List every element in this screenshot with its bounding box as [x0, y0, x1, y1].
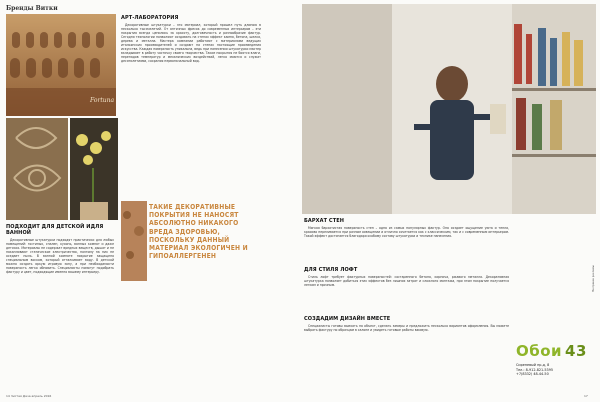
- loft-body-text: Стиль лофт требует фактурных поверхностей: состаренного бетона, кирпича, ржавого металла. Декоративная штукатурка позволяет добиться этих эффектов без лишних затрат и сложного монтажа, при этом покрытие получается легким и прочным.: [304, 275, 509, 288]
- phone-line-2: +7(8332) 48-44-50: [516, 372, 549, 377]
- art-body: [121, 23, 261, 201]
- texture-photo: [121, 201, 147, 281]
- article-art: [121, 15, 261, 201]
- photo-caption: Fortuna: [90, 97, 115, 104]
- address-line: Сиреневый пр-д, 8: [516, 363, 550, 367]
- child-body-text: Декоративные штукатурки подходят практически для любых помещений: гостиных, спален, кухонь, ванных комнат и даже детских. Материалы не содержат вредных веществ, дышат и не накапливают статическое электричество, поэтому на них не оседает пыль. В ванной комнате покрытие защищено специальным воском, который отталкивает воду. В детской можно создать яркую игровую зону, а при необходимости поверхность легко обновить. Специалисты помогут подобрать фактуру и цвет, подходящие именно вашему интерьеру.: [6, 238, 114, 275]
- barhat-body: [304, 226, 509, 264]
- logo-number: 43: [565, 342, 587, 360]
- oboi-logo: [516, 342, 587, 362]
- barhat-heading: БАРХАТ СТЕН: [304, 218, 345, 224]
- pull-quote: ТАКИЕ ДЕКОРАТИВНЫЕ ПОКРЫТИЯ НЕ НАНОСЯТ АБСОЛЮТНО НИКАКОГО ВРЕДА ЗДОРОВЬЮ, ПОСКОЛЬКУ ДАННЫЙ МАТЕРИАЛ ЭКОЛОГИЧЕН И ГИПОАЛЛЕРГЕНЕН: [149, 203, 248, 261]
- ornament-photo: [6, 118, 68, 220]
- article-child: [6, 224, 114, 396]
- create-body: [304, 324, 509, 358]
- create-heading: СОЗДАДИМ ДИЗАЙН ВМЕСТЕ: [304, 316, 391, 322]
- article-barhat: [304, 218, 509, 358]
- logo-word: Обои: [516, 342, 563, 360]
- interior-photo: [302, 4, 596, 214]
- barhat-body-text: Мягкая бархатистая поверхность стен – одна из самых популярных фактур. Она создает ощущение уюта и тепла, красиво переливается при разном освещении и отлично сочетается как с классическим, так и с современным интерьером. Такой эффект достигается благодаря особому составу штукатурки и технике нанесения.: [304, 226, 509, 239]
- contact-block: [516, 363, 588, 377]
- art-heading: АРТ-ЛАБОРАТОРИЯ: [121, 15, 179, 21]
- child-heading: ПОДХОДИТ ДЛЯ ДЕТСКОЙ ИДЛЯ ВАННОЙ: [6, 224, 104, 236]
- child-body: [6, 238, 114, 396]
- rubric-title: Бренды Витки: [6, 5, 58, 12]
- phone-line-1: Тел.: 8-912-821-5395: [516, 367, 554, 372]
- create-body-text: Специалисты готовы выехать на объект, сделать замеры и предложить несколько вариантов оформления. Вы можете выбрать фактуру по образцам в салоне и увидеть готовые работы вживую.: [304, 324, 509, 333]
- colosseum-photo: [6, 14, 116, 116]
- footer-left: 14 Чистая Дача апрель 2016: [6, 394, 52, 398]
- loft-heading: ДЛЯ СТИЛЯ ЛОФТ: [304, 267, 358, 273]
- vertical-note: На правах рекламы: [592, 265, 595, 292]
- loft-body: [304, 275, 509, 313]
- orchid-photo: [70, 118, 118, 220]
- footer-right: 17: [584, 394, 588, 398]
- art-body-text: Декоративные штукатурки – это материал, который прошел путь длиною в несколько тысячелетий. От античных фресок до современных интерьеров – эти покрытия всегда ценились за красоту, долговечность и разнообразие фактур. Сегодня технологии позволяют создавать на стенах эффект камня, бетона, шелка, дерева и металла. Мастера компании работают с материалами ведущих итальянских производителей и создают на стенах настоящие произведения искусства. Каждая поверхность уникальна, ведь при нанесении штукатурки мастер вкладывает в работу частичку своего творчества. Такие покрытия не боятся влаги, перепадов температур и механических воздействий, легко моются и служат десятилетиями, сохраняя первоначальный вид.: [121, 23, 261, 64]
